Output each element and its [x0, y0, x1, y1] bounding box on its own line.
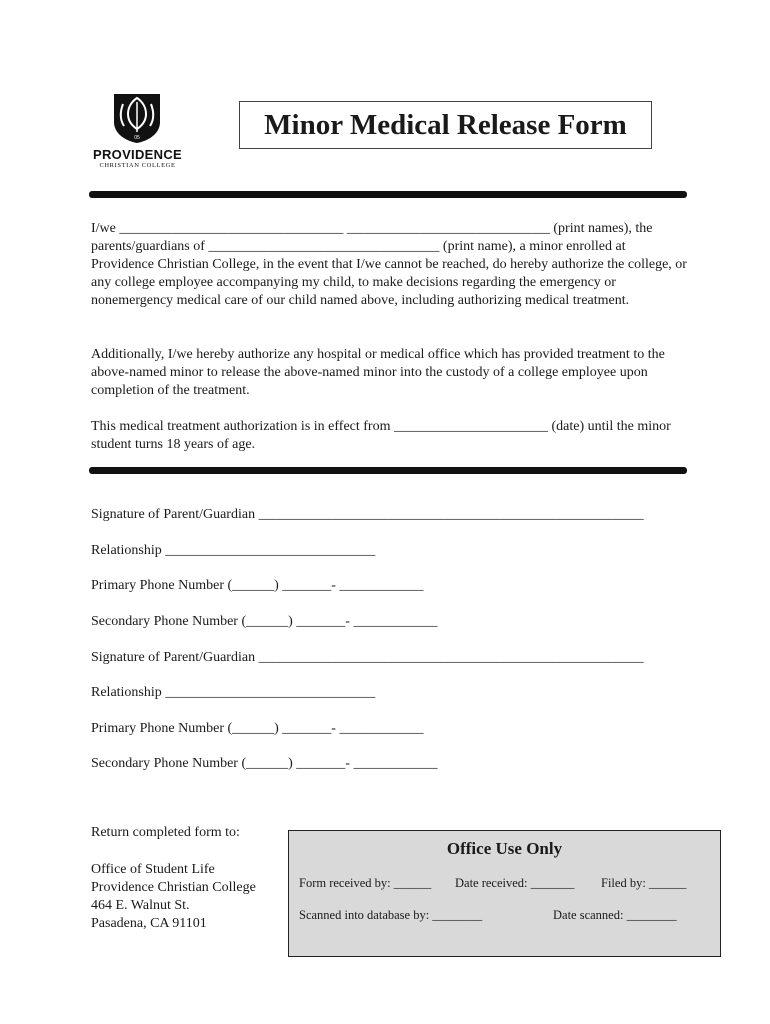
address-line: Pasadena, CA 91101 — [91, 916, 207, 931]
authorization-paragraph: I/we ________________________________ _____________________________ (print names), the parents/guardians of _________________________________ (print name), a minor enrolled at Providence Christian College, in the event that I/we cannot be reached, do hereby authorize the college, or any college employee accompanying my child, to make decisions regarding the emergency or nonemergency medical care of our child named above, including authorizing medical treatment. — [91, 221, 687, 308]
guardian1-relationship-field[interactable]: Relationship ______________________________ — [91, 543, 376, 558]
return-label: Return completed form to: — [91, 825, 240, 840]
guardian1-signature-field[interactable]: Signature of Parent/Guardian _______________________________________________________ — [91, 507, 644, 522]
guardian1-primary-phone-field[interactable]: Primary Phone Number (______) _______- ____________ — [91, 578, 424, 593]
form-title: Minor Medical Release Form — [239, 101, 652, 149]
logo-name: PROVIDENCE — [93, 147, 182, 162]
custody-paragraph: Additionally, I/we hereby authorize any hospital or medical office which has provided treatment to the above-named minor to release the above-named minor into the custody of a college employee upon completion of the treatment. — [91, 347, 665, 398]
logo-subtitle: CHRISTIAN COLLEGE — [99, 162, 176, 169]
return-address — [91, 861, 256, 933]
effective-date-paragraph: This medical treatment authorization is in effect from ______________________ (date) until the minor student turns 18 years of age. — [91, 419, 671, 452]
address-line: Office of Student Life — [91, 862, 215, 877]
date-scanned-field[interactable]: Date scanned: ________ — [553, 908, 677, 922]
scanned-into-database-field[interactable]: Scanned into database by: ________ — [299, 908, 483, 922]
date-received-field[interactable]: Date received: _______ — [455, 876, 575, 890]
address-line: Providence Christian College — [91, 880, 256, 895]
office-use-box — [288, 830, 721, 957]
office-use-title: Office Use Only — [446, 839, 563, 858]
guardian2-secondary-phone-field[interactable]: Secondary Phone Number (______) _______- ____________ — [91, 756, 438, 771]
filed-by-field[interactable]: Filed by: ______ — [601, 876, 687, 890]
guardian1-secondary-phone-field[interactable]: Secondary Phone Number (______) _______- ____________ — [91, 614, 438, 629]
guardian2-relationship-field[interactable]: Relationship ______________________________ — [91, 685, 376, 700]
emblem-text: 05 — [134, 135, 140, 141]
shield-emblem-icon — [112, 92, 162, 144]
address-line: 464 E. Walnut St. — [91, 898, 190, 913]
form-received-field[interactable]: Form received by: ______ — [299, 876, 432, 890]
divider-top — [89, 191, 687, 198]
guardian2-primary-phone-field[interactable]: Primary Phone Number (______) _______- ____________ — [91, 721, 424, 736]
college-logo — [90, 92, 185, 172]
divider-middle — [89, 467, 687, 474]
guardian2-signature-field[interactable]: Signature of Parent/Guardian _______________________________________________________ — [91, 650, 644, 665]
